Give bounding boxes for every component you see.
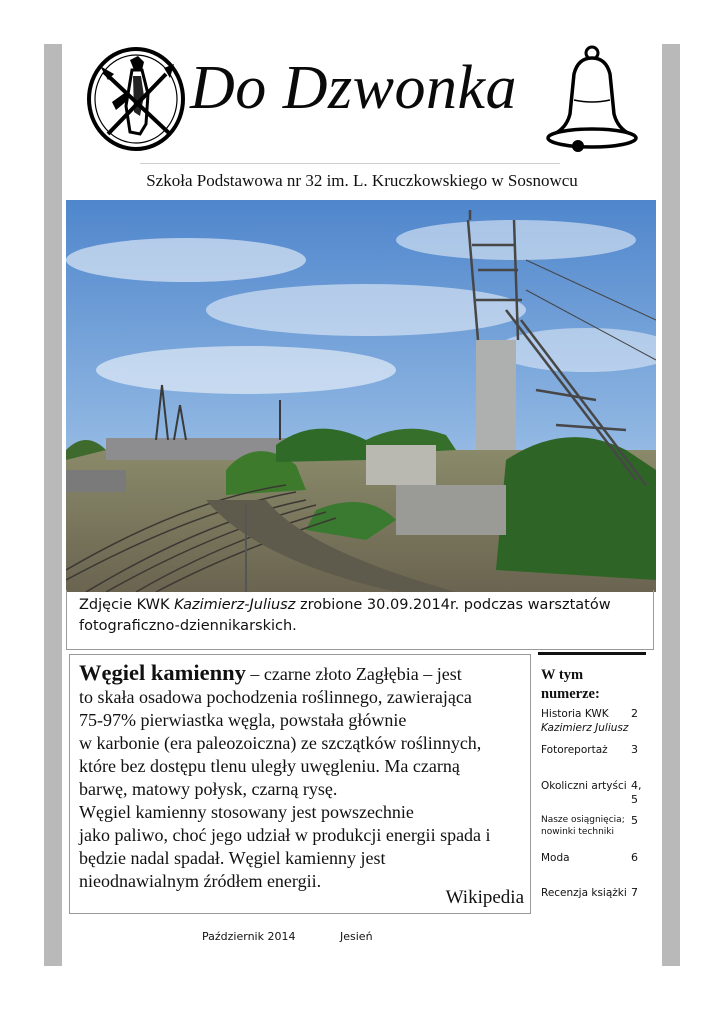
toc-item-page [631, 779, 651, 807]
article-source: Wikipedia [445, 887, 524, 908]
toc-item-page: 5 [631, 814, 638, 827]
toc-item-label: Okoliczni artyści [541, 780, 627, 792]
article-line: barwę, matowy połysk, czarną rysę. [79, 779, 338, 799]
article-headline: Węgiel kamienny [79, 660, 246, 685]
toc-item-photo-report[interactable] [541, 743, 651, 757]
toc-item-page-num: 5 [631, 793, 638, 806]
toc-item-label: Moda [541, 852, 570, 864]
toc-heading [541, 666, 600, 704]
caption-text: Zdjęcie KWK [79, 597, 175, 613]
toc-item-label-sub: nowinki techniki [541, 827, 614, 837]
article-line: które bez dostępu tlenu uległy uwęgleniu. Ma czarną [79, 756, 460, 776]
toc-item-page: 7 [631, 886, 638, 899]
bell-icon [544, 44, 642, 156]
article-line: 75-97% pierwiastka węgla, powstała głównie [79, 710, 407, 730]
toc-item-fashion[interactable] [541, 851, 651, 865]
toc-item-achievements[interactable] [541, 814, 651, 838]
toc-item-label: Nasze osiągnięcia; [541, 815, 625, 825]
toc-item-label-sub: Kazimierz Juliusz [541, 722, 629, 734]
article-line: Węgiel kamienny stosowany jest powszechnie [79, 802, 414, 822]
caption-mine-name: Kazimierz-Juliusz [174, 597, 296, 613]
footer-season: Jesień [340, 930, 373, 943]
article-line: to skała osadowa pochodzenia roślinnego, zawierająca [79, 687, 472, 707]
article-tagline: – czarne złoto Zagłębia – jest [245, 664, 462, 684]
toc-item-label: Recenzja książki [541, 887, 627, 899]
article-line: jako paliwo, choć jego udział w produkcji energii spada i [79, 825, 491, 845]
caption-text-end: zrobione 30.09.2014r. podczas warsztatów fotograficzno-dziennikarskich. [79, 597, 611, 634]
mine-photo [66, 200, 656, 592]
toc-item-label: Fotoreportaż [541, 744, 608, 756]
toc-item-page-num: 4, [631, 779, 642, 792]
school-name: Szkoła Podstawowa nr 32 im. L. Kruczkowskiego w Sosnowcu [146, 171, 578, 190]
right-decorative-bar [662, 44, 680, 966]
toc-item-book-review[interactable] [541, 886, 651, 900]
miner-emblem-icon [86, 46, 186, 152]
article-line: w karbonie (era paleozoiczna) ze szczątków roślinnych, [79, 733, 482, 753]
toc-item-artists[interactable] [541, 779, 651, 806]
toc-item-label: Historia KWK [541, 708, 609, 720]
article-line: nieodnawialnym źródłem energii. [79, 871, 322, 891]
toc-top-rule [538, 652, 646, 655]
coal-article [69, 654, 531, 914]
toc-item-page: 2 [631, 707, 638, 720]
footer-date: Październik 2014 [202, 930, 296, 943]
header-divider [140, 163, 560, 164]
newspaper-title: Do Dzwonka [190, 54, 518, 122]
article-line: będzie nadal spadał. Węgiel kamienny jest [79, 848, 386, 868]
toc-heading-line: numerze: [541, 686, 600, 702]
photo-caption [66, 590, 654, 650]
toc-heading-line: W tym [541, 667, 584, 683]
toc-item-history[interactable] [541, 707, 651, 735]
toc-item-page: 3 [631, 743, 638, 756]
toc-item-page: 6 [631, 851, 638, 864]
